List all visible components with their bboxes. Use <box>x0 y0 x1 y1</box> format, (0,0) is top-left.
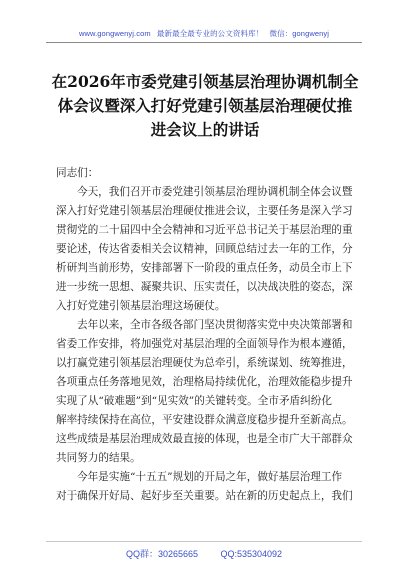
body-line: 贯彻党的二十届四中全会精神和习近平总书记关于基层治理的重 <box>56 224 353 236</box>
body-line: 解率持续保持在高位，平安建设群众满意度稳步提升至新高点。 <box>56 414 353 426</box>
title-line: 进会议上的讲话 <box>150 120 260 139</box>
salutation: 同志们： <box>56 167 99 179</box>
body-line: 共同努力的结果。 <box>56 452 141 464</box>
header-divider <box>46 42 362 43</box>
body-line: 去年以来，全市各级各部门坚决贯彻落实党中央决策部署和 <box>77 319 353 331</box>
document-body <box>56 164 362 506</box>
header-website-link[interactable]: www.gongwenyj.com <box>78 29 151 38</box>
title-line: 体会议暨深入打好党建引领基层治理硬仗推 <box>57 96 353 115</box>
body-line: 以打赢党建引领基层治理硬仗为总牵引，系统谋划、统筹推进， <box>56 357 353 369</box>
body-line: 入打好党建引领基层治理这场硬仗。 <box>56 300 226 312</box>
body-line: 省委工作安排，将加强党对基层治理的全面领导作为根本遵循， <box>56 338 353 350</box>
body-line: 深入打好党建引领基层治理硬仗推进会议，主要任务是深入学习 <box>56 205 353 217</box>
body-line: 今年是实施“十五五”规划的开局之年，做好基层治理工作 <box>77 471 343 483</box>
footer-qq: QQ:535304092 <box>220 549 283 559</box>
body-line: 进一步统一思想、凝聚共识、压实责任，以决战决胜的姿态，深 <box>56 281 353 293</box>
body-line: 各项重点任务落地见效，治理格局持续优化，治理效能稳步提升 <box>56 376 353 388</box>
header-slogan: 最新最全最专业的公文资料库！ <box>156 29 264 38</box>
body-line: 对于确保开好局、起好步至关重要。站在新的历史起点上，我们 <box>56 490 353 502</box>
header-wechat: 微信：gongwenyj <box>269 29 330 38</box>
page-header <box>0 28 408 39</box>
document-title <box>50 70 360 142</box>
body-line: 要论述，传达省委相关会议精神，回顾总结过去一年的工作，分 <box>56 243 353 255</box>
footer-divider <box>46 541 362 542</box>
footer-qq-group: QQ群：30265665 <box>125 549 198 559</box>
page-footer <box>0 547 408 560</box>
body-line: 实现了从“破难题”到“见实效”的关键转变。全市矛盾纠纷化 <box>56 395 332 407</box>
body-line: 析研判当前形势，安排部署下一阶段的重点任务，动员全市上下 <box>56 262 353 274</box>
body-line: 今天，我们召开市委党建引领基层治理协调机制全体会议暨 <box>77 186 353 198</box>
body-line: 这些成绩是基层治理成效最直接的体现，也是全市广大干部群众 <box>56 433 353 445</box>
title-line: 在2026年市委党建引领基层治理协调机制全 <box>51 72 359 91</box>
